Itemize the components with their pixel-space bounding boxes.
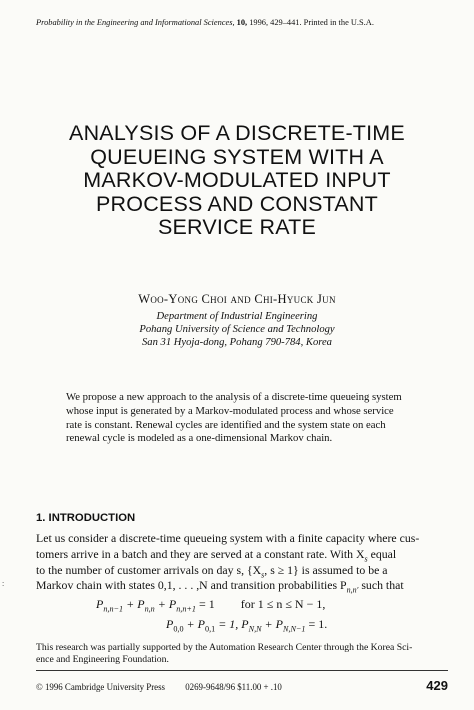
body-line <box>36 531 448 547</box>
eq-term: = 1, P <box>215 617 249 631</box>
subscript: s <box>261 569 265 579</box>
eq-subscript: n,n−1 <box>103 604 124 614</box>
eq-term: = 1. <box>305 617 328 631</box>
copyright: © 1996 Cambridge University Press <box>36 682 166 692</box>
eq-subscript: n,n <box>144 604 155 614</box>
authors <box>0 292 474 307</box>
paper-title <box>20 122 454 240</box>
eq-subscript: n,n+1 <box>176 604 196 614</box>
journal-name: Probability in the Engineering and Informational Sciences, <box>36 18 235 27</box>
footer-divider <box>36 670 448 671</box>
body-line <box>36 547 448 563</box>
eq-term: + P <box>154 597 177 611</box>
article-code: 0269-9648/96 $11.00 + .10 <box>185 682 282 692</box>
section-heading: 1. INTRODUCTION <box>36 512 136 524</box>
eq-term: = 1 <box>195 597 215 611</box>
margin-mark: : <box>2 579 5 588</box>
body-line <box>36 563 448 579</box>
title-line: MARKOV-MODULATED INPUT <box>83 168 391 193</box>
eq-subscript: N,N−1 <box>282 624 306 634</box>
affiliation-line: Department of Industrial Engineering <box>156 311 318 322</box>
volume-number: 10, <box>236 18 248 27</box>
affiliation-line: San 31 Hyoja-dong, Pohang 790-784, Korea <box>142 336 332 348</box>
body-line-text: , s ≥ 1} is assumed to be a <box>264 562 388 577</box>
body-line-text: tomers arrive in a batch and they are served at a constant rate. With X <box>36 546 365 561</box>
title-line: SERVICE RATE <box>157 215 317 240</box>
body-line-text: equal <box>367 546 397 561</box>
eq-subscript: 0,0 <box>173 624 184 634</box>
page-number: 429 <box>426 678 448 693</box>
abstract-line: renewal cycle is modeled as a one-dimensional Markov chain. <box>66 432 333 445</box>
affiliation-line: Pohang University of Science and Technology <box>139 323 335 335</box>
abstract-line: whose input is generated by a Markov-modulated process and whose service <box>66 404 394 417</box>
title-line: PROCESS AND CONSTANT <box>96 191 378 216</box>
equation-transition-boundary <box>166 617 327 632</box>
subscript: n,n′ <box>346 585 359 595</box>
body-line-text: such that <box>358 578 404 593</box>
equation-transition-interior <box>96 597 325 612</box>
subscript: s <box>364 554 368 564</box>
affiliation <box>0 311 474 349</box>
running-head <box>36 18 456 27</box>
author-names: Woo-Yong Choi and Chi-Hyuck Jun <box>138 292 336 306</box>
eq-term: + P <box>183 617 205 631</box>
footnote-line: This research was partially supported by the Automation Research Center through the Korea Sci- <box>36 642 413 653</box>
eq-term: + P <box>123 597 145 611</box>
abstract-line: rate is constant. Renewal cycles are identified and the system state on each <box>66 418 386 431</box>
eq-subscript: N,N <box>248 624 262 634</box>
abstract <box>66 391 426 446</box>
eq-term: P <box>166 617 174 631</box>
publication-details: 1996, 429–441. Printed in the U.S.A. <box>249 18 374 27</box>
body-line-text: to the number of customer arrivals on day s, {X <box>36 562 262 577</box>
body-line <box>36 578 448 594</box>
title-line: QUEUEING SYSTEM WITH A <box>90 144 384 169</box>
body-line-text: Let us consider a discrete-time queueing system with a finite capacity where cus- <box>36 531 420 545</box>
funding-footnote <box>36 642 448 666</box>
eq-condition: for 1 ≤ n ≤ N − 1, <box>240 597 326 611</box>
footer-info <box>36 682 282 692</box>
title-line: ANALYSIS OF A DISCRETE-TIME <box>69 121 405 145</box>
abstract-line: We propose a new approach to the analysis of a discrete-time queueing system <box>66 391 402 403</box>
introduction-text <box>36 531 448 594</box>
footnote-line: ence and Engineering Foundation. <box>36 654 169 666</box>
body-line-text: Markov chain with states 0,1, . . . ,N and transition probabilities P <box>36 578 347 593</box>
eq-term: + P <box>261 617 283 631</box>
eq-term: P <box>96 597 104 611</box>
eq-subscript: 0,1 <box>204 624 216 634</box>
